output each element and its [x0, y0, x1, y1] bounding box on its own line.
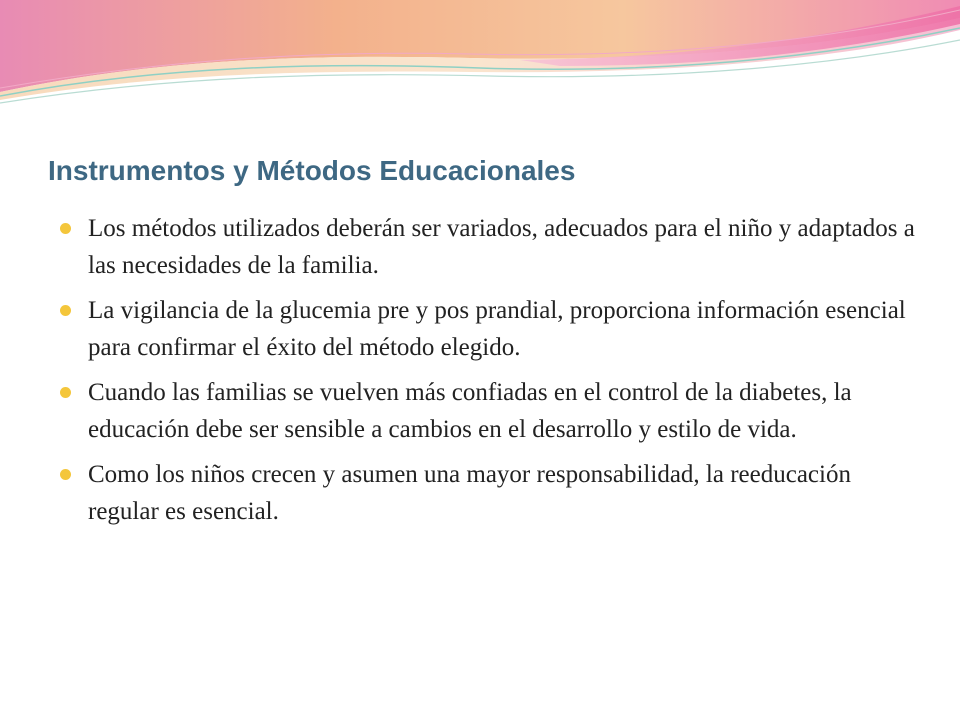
bullet-text: Cuando las familias se vuelven más confiadas en el control de la diabetes, la educación debe ser sensible a cambios en el desarrollo y estilo de vida. [88, 379, 852, 443]
bullet-item [60, 374, 920, 448]
bullet-text: La vigilancia de la glucemia pre y pos prandial, proporciona información esencial para confirmar el éxito del método elegido. [88, 297, 906, 361]
bullet-dot-icon [60, 223, 71, 234]
bullet-item [60, 292, 920, 366]
bullet-list [60, 210, 920, 538]
bullet-text: Como los niños crecen y asumen una mayor responsabilidad, la reeducación regular es esencial. [88, 461, 851, 525]
bullet-text: Los métodos utilizados deberán ser variados, adecuados para el niño y adaptados a las necesidades de la familia. [88, 215, 915, 279]
bullet-dot-icon [60, 469, 71, 480]
bullet-item [60, 456, 920, 530]
header-wave-decoration [0, 0, 960, 110]
bullet-dot-icon [60, 387, 71, 398]
bullet-item [60, 210, 920, 284]
bullet-dot-icon [60, 305, 71, 316]
slide-title: Instrumentos y Métodos Educacionales [48, 155, 576, 186]
